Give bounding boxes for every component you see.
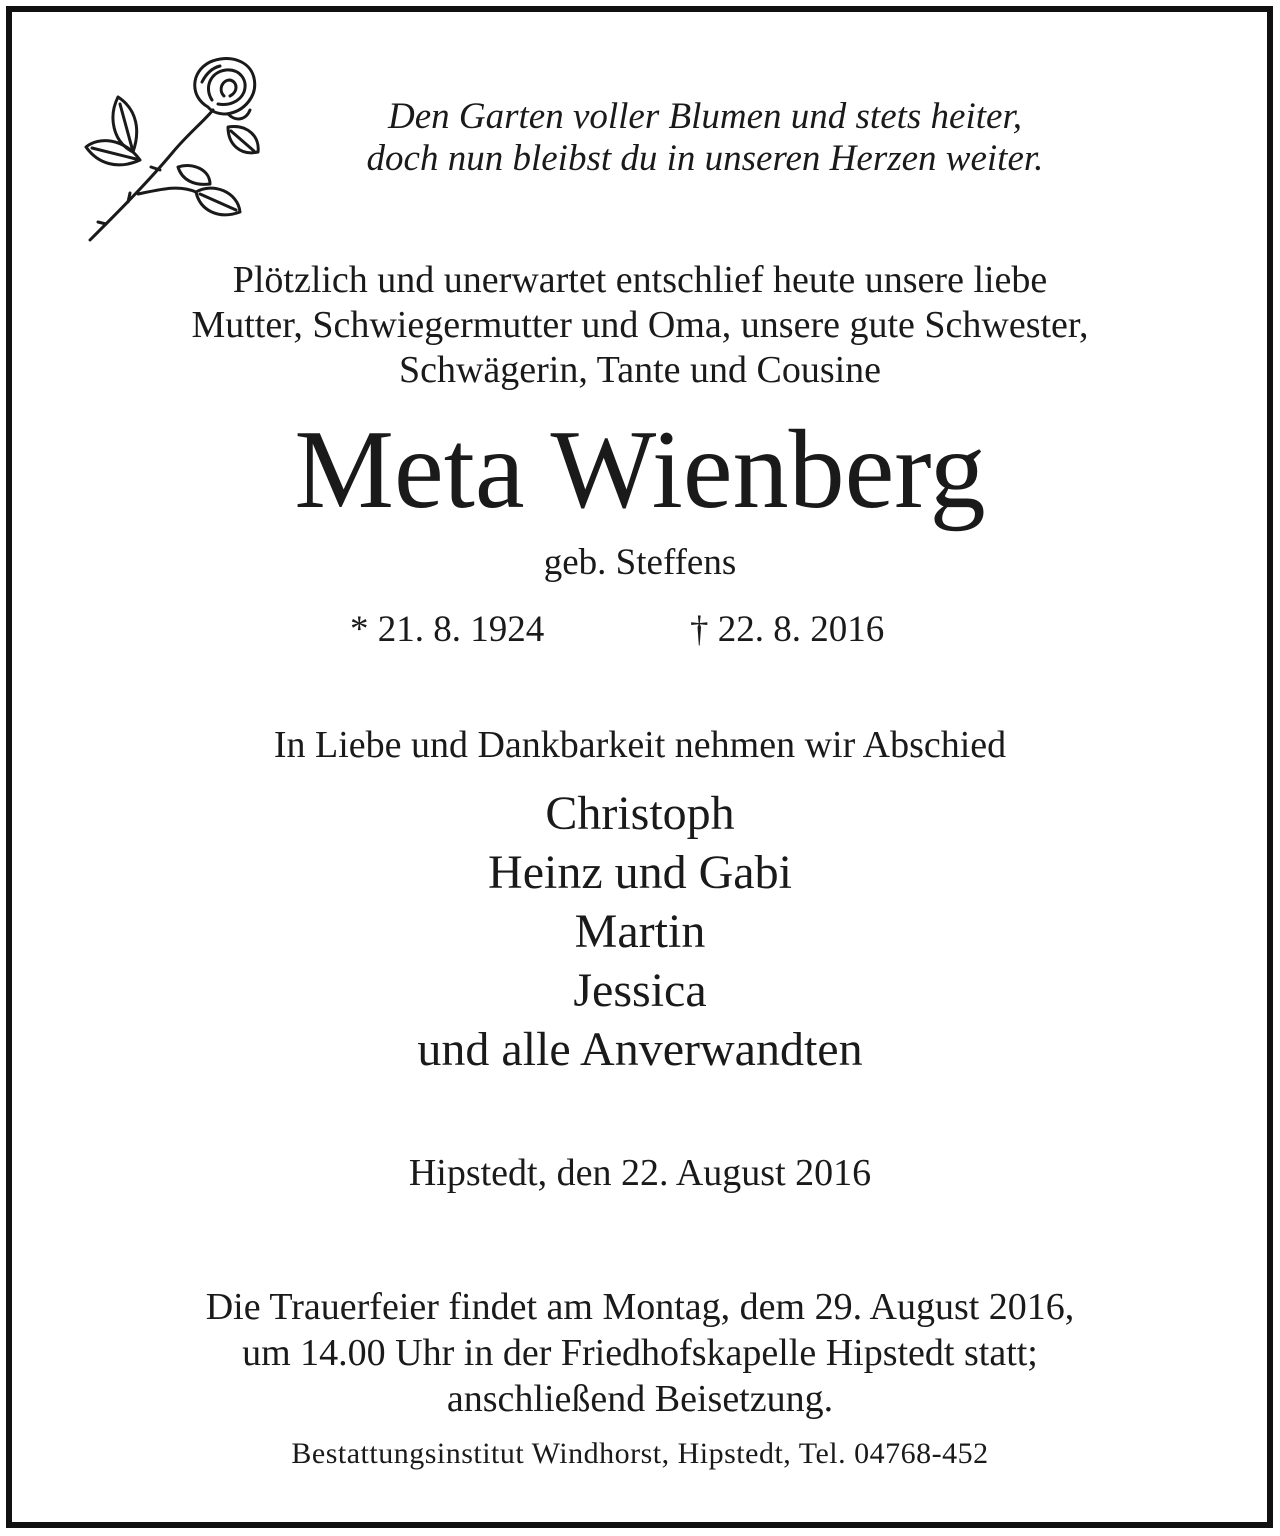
memorial-quote <box>290 96 1120 180</box>
mourner-name: Heinz und Gabi <box>488 846 792 899</box>
announcement-line: Schwägerin, Tante und Cousine <box>398 349 882 391</box>
quote-line: Den Garten voller Blumen und stets heiter, <box>387 96 1023 137</box>
announcement-line: Plötzlich und unerwartet entschlief heute unsere liebe <box>232 259 1048 301</box>
place-and-date: Hipstedt, den 22. August 2016 <box>408 1152 872 1194</box>
service-line: Die Trauerfeier findet am Montag, dem 29. August 2016, <box>205 1286 1075 1328</box>
quote-line: doch nun bleibst du in unseren Herzen weiter. <box>366 138 1044 179</box>
farewell-line: In Liebe und Dankbarkeit nehmen wir Abschied <box>273 724 1007 766</box>
mourner-name: und alle Anverwandten <box>417 1023 863 1076</box>
mourner-name: Jessica <box>573 964 707 1017</box>
undertaker-contact: Bestattungsinstitut Windhorst, Hipstedt, Tel. 04768-452 <box>291 1437 989 1470</box>
mourner-name: Christoph <box>545 787 735 840</box>
rose-icon <box>78 52 268 247</box>
service-line: anschließend Beisetzung. <box>446 1378 834 1420</box>
birth-date: * 21. 8. 1924 <box>350 609 545 650</box>
mourner-name: Martin <box>574 905 706 958</box>
service-line: um 14.00 Uhr in der Friedhofskapelle Hipstedt statt; <box>242 1332 1038 1374</box>
mourners-list <box>0 784 1280 1079</box>
birth-name: geb. Steffens <box>543 542 737 583</box>
announcement-line: Mutter, Schwiegermutter und Oma, unsere gute Schwester, <box>191 304 1089 346</box>
death-date: † 22. 8. 2016 <box>690 609 885 650</box>
deceased-name: Meta Wienberg <box>294 408 986 532</box>
funeral-service-info <box>40 1284 1240 1422</box>
announcement-text <box>40 258 1240 393</box>
